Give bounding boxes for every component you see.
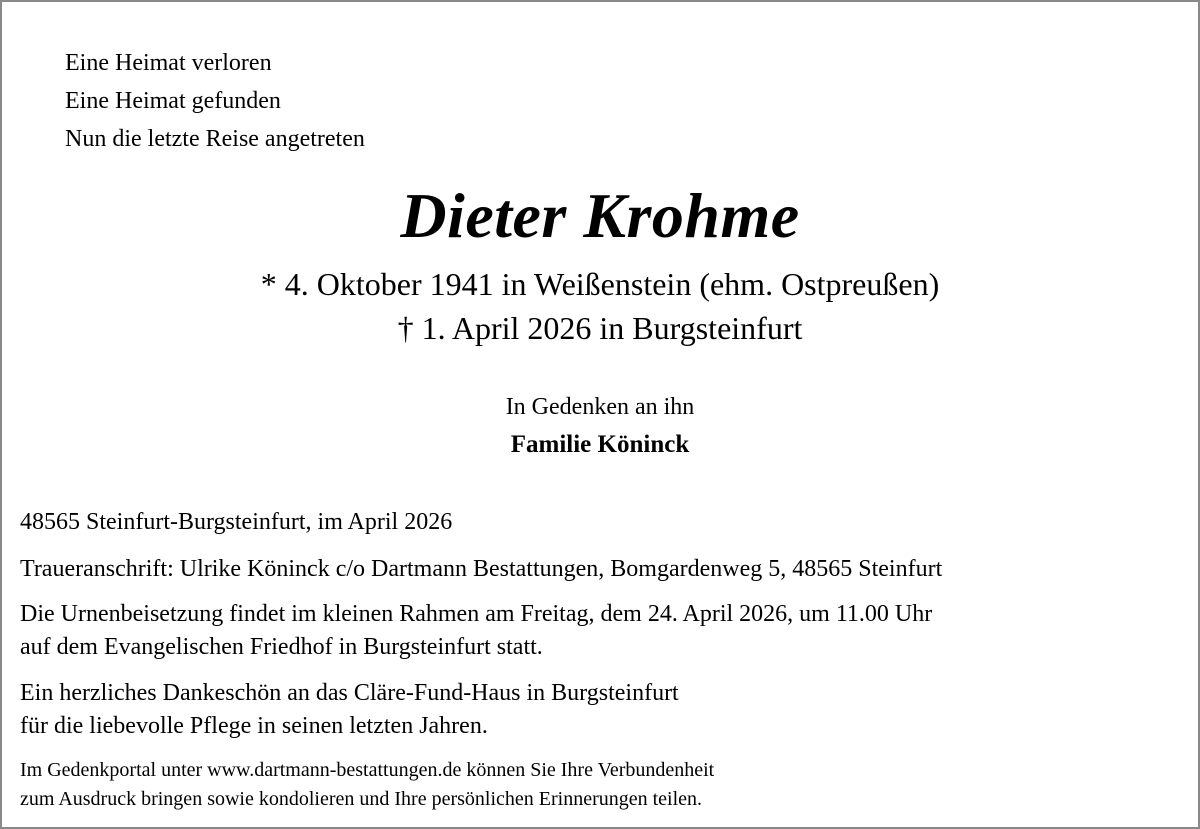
thanks-line: für die liebevolle Pflege in seinen letzten Jahren.	[20, 713, 488, 739]
birth-line: * 4. Oktober 1941 in Weißenstein (ehm. Ostpreußen)	[260, 266, 940, 302]
burial-info	[20, 598, 932, 664]
poem-line: Nun die letzte Reise angetreten	[65, 126, 365, 152]
thanks-line: Ein herzliches Dankeschön an das Cläre-Fund-Haus in Burgsteinfurt	[20, 680, 679, 706]
poem	[65, 44, 365, 158]
remembrance-phrase: In Gedenken an ihn	[505, 394, 695, 420]
thanks-note	[20, 677, 679, 743]
portal-line: Im Gedenkportal unter www.dartmann-bestattungen.de können Sie Ihre Verbundenheit	[20, 759, 715, 781]
life-dates	[0, 262, 1200, 350]
family-signature: Familie Köninck	[510, 431, 690, 458]
place-date: 48565 Steinfurt-Burgsteinfurt, im April 2026	[20, 509, 453, 535]
poem-line: Eine Heimat verloren	[65, 50, 272, 76]
deceased-name: Dieter Krohme	[400, 180, 800, 251]
death-line: † 1. April 2026 in Burgsteinfurt	[397, 310, 803, 346]
poem-line: Eine Heimat gefunden	[65, 88, 281, 114]
mourning-address: Traueranschrift: Ulrike Köninck c/o Dartmann Bestattungen, Bomgardenweg 5, 48565 Steinfurt	[20, 556, 943, 582]
burial-line: Die Urnenbeisetzung findet im kleinen Rahmen am Freitag, dem 24. April 2026, um 11.00 Uhr	[20, 601, 933, 627]
portal-line: zum Ausdruck bringen sowie kondolieren und Ihre persönlichen Erinnerungen teilen.	[20, 788, 703, 810]
memorial-portal-note	[20, 756, 714, 814]
burial-line: auf dem Evangelischen Friedhof in Burgsteinfurt statt.	[20, 634, 543, 660]
